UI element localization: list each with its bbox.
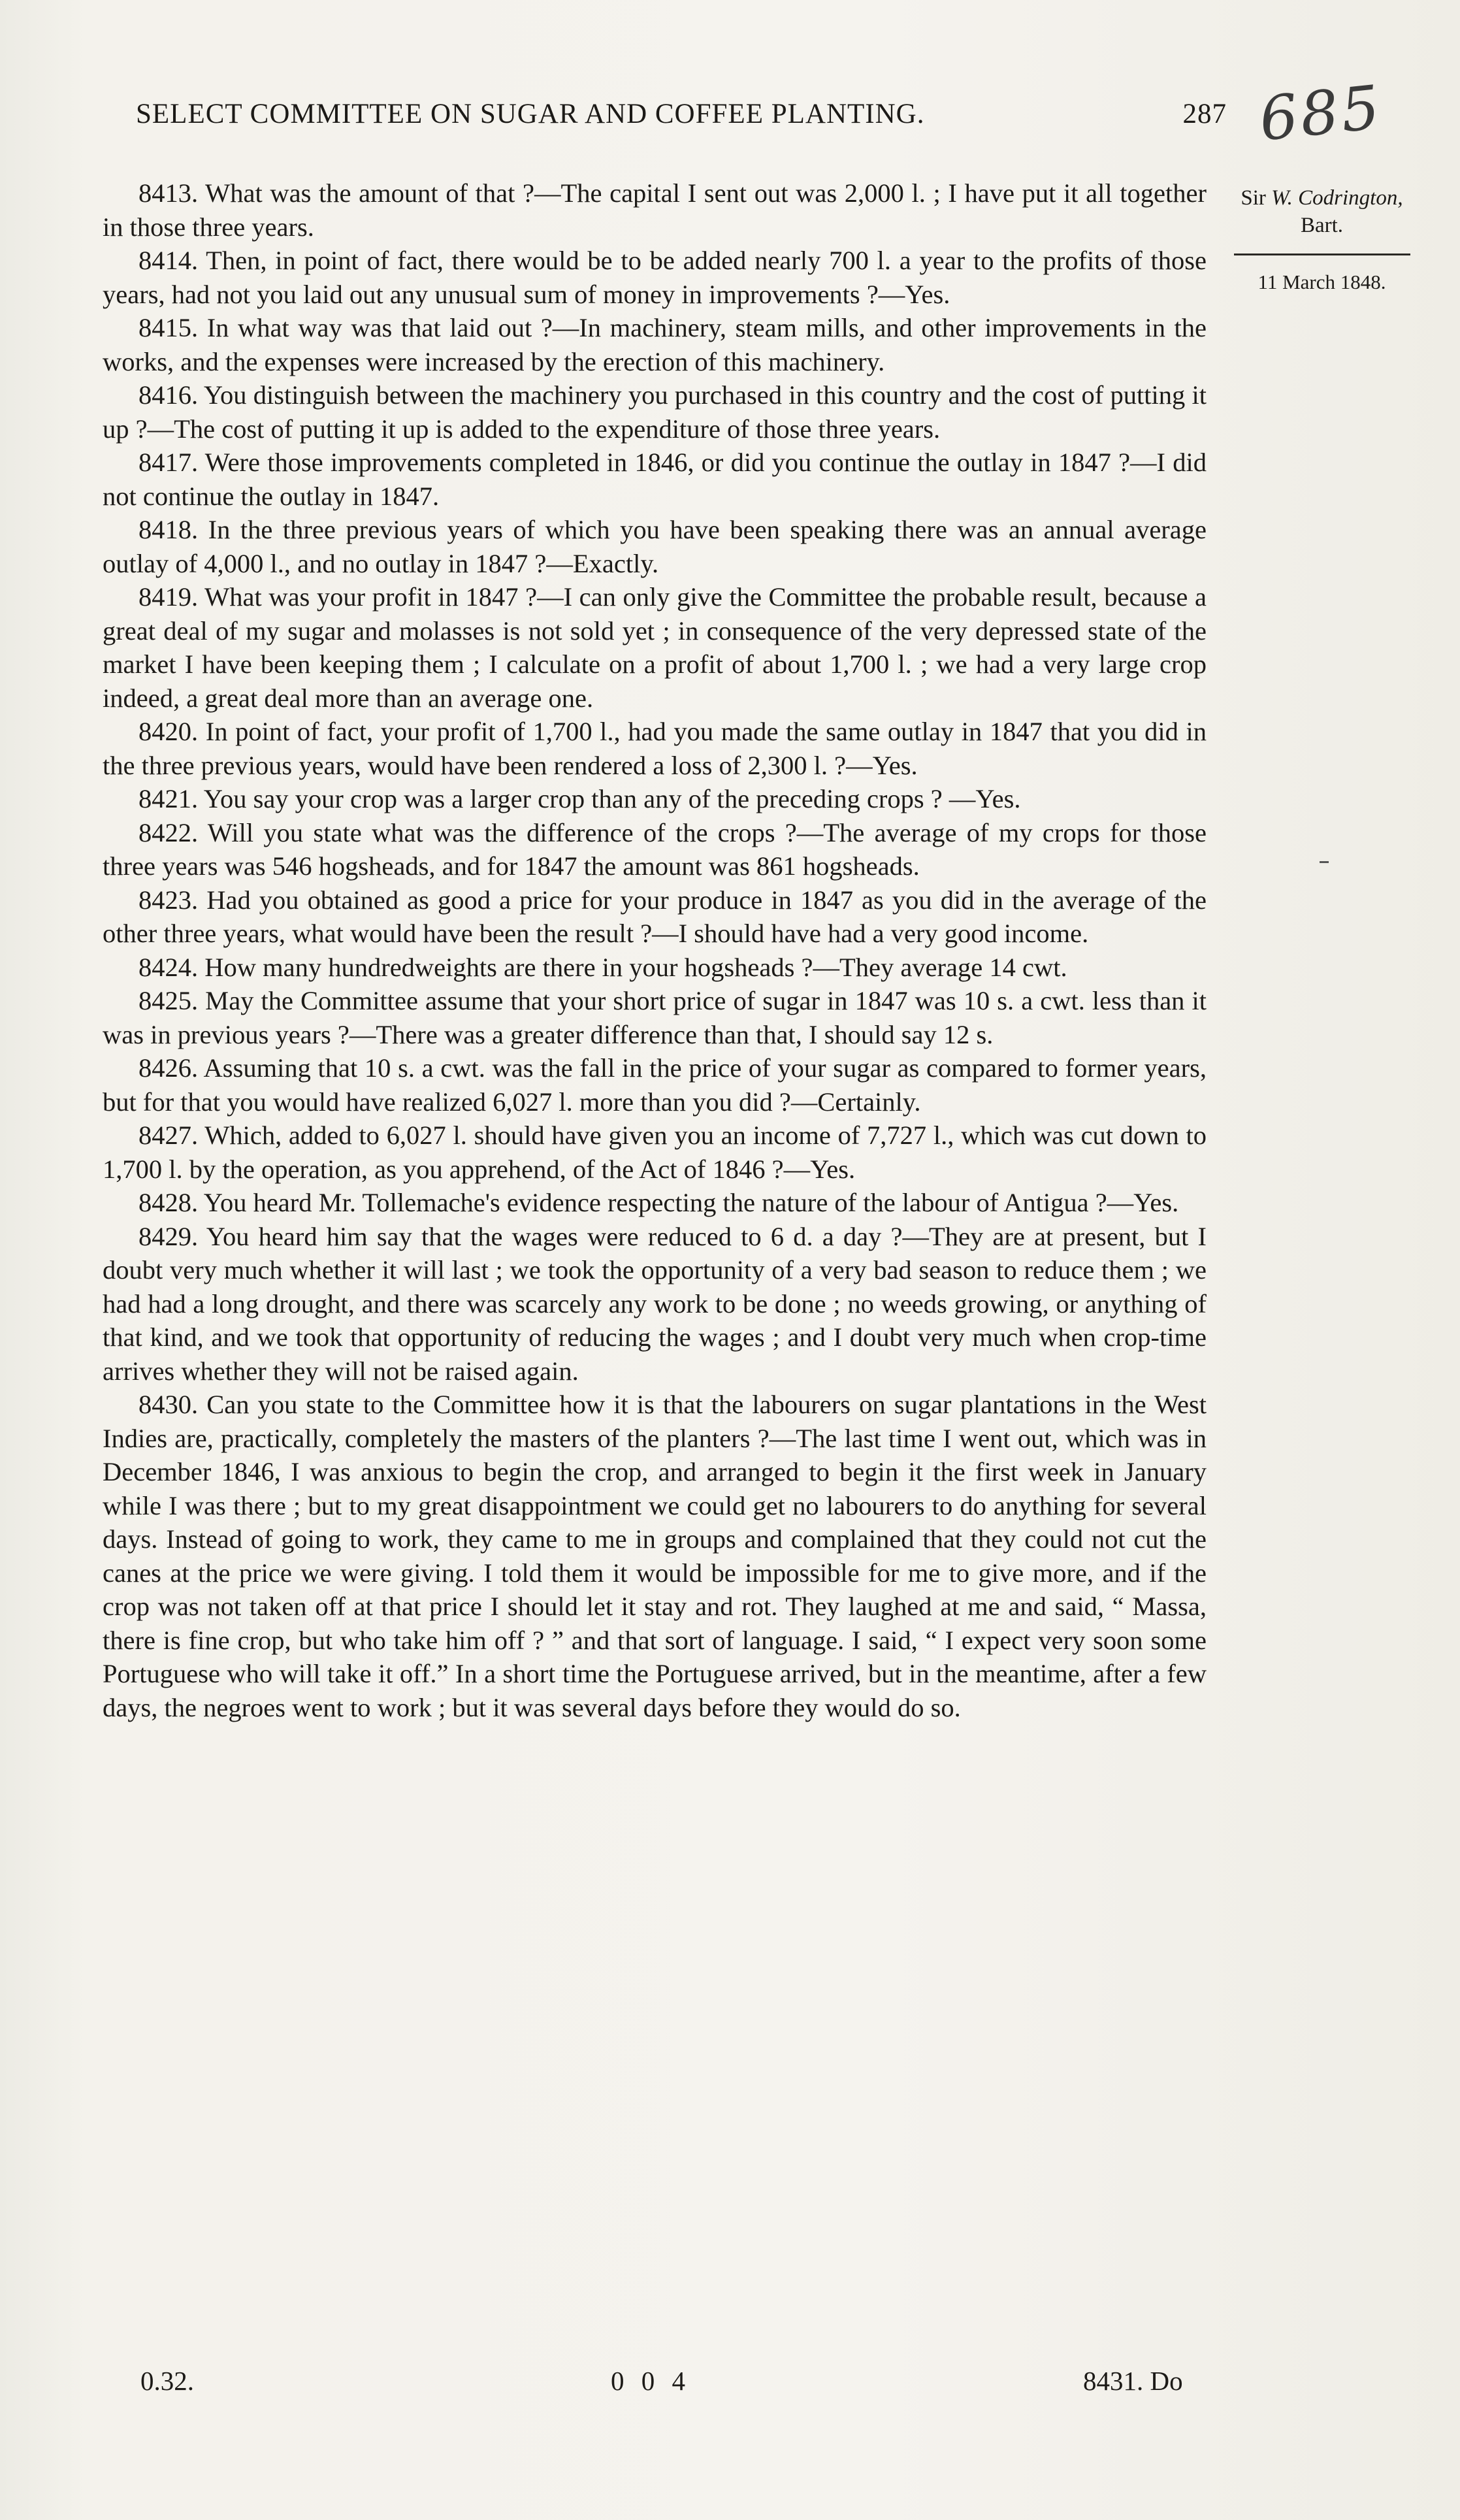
testimony-paragraph: 8426. Assuming that 10 s. a cwt. was the fall in the price of your sugar as compared to former years, but for that you would have realized 6,027 l. more than you did ?—Certainly. <box>103 1053 1207 1117</box>
page-title: SELECT COMMITTEE ON SUGAR AND COFFEE PLANTING. <box>136 99 925 129</box>
testimony-paragraph: 8419. What was your profit in 1847 ?—I can only give the Committee the probable result, because a great deal of my sugar and molasses is not sold yet ; in consequence of the very depressed state of the market I have been keeping them ; I calculate on a profit of about 1,700 l. ; we had a very large crop indeed, a great deal more than an average one. <box>103 582 1207 713</box>
page-number: 287 <box>1182 99 1227 129</box>
testimony-paragraph: 8422. Will you state what was the difference of the crops ?—The average of my crops for those three years was 546 hogsheads, and for 1847 the amount was 861 hogsheads. <box>103 817 1207 881</box>
testimony-paragraph: 8417. Were those improvements completed in 1846, or did you continue the outlay in 1847 ?—I did not continue the outlay in 1847. <box>103 448 1207 511</box>
witness-date: 11 March 1848. <box>1257 270 1386 293</box>
testimony-paragraph: 8423. Had you obtained as good a price for your produce in 1847 as you did in the average of the other three years, what would have been the result ?—I should have had a very good income. <box>103 885 1207 948</box>
testimony-paragraph: 8430. Can you state to the Committee how it is that the labourers on sugar plantations in the West Indies are, practically, completely the masters of the planters ?—The last time I went out, which was in December 1846, I was anxious to begin the crop, and arranged to begin it the first week in January while I was there ; but to my great disappointment we could get no labourers to do anything for several days. Instead of going to work, they came to me in groups and complained that they could not cut the canes at the price we were giving. I told them it would be impossible for me to give more, and if the crop was not taken off at that price I should let it stay and rot. They laughed at me and said, “ Massa, there is fine crop, but who take him off ? ” and that sort of language. I said, “ I expect very soon some Portuguese who will take it off.” In a short time the Portuguese arrived, but in the meantime, after a few days, the negroes went to work ; but it was several days before they would do so. <box>103 1390 1207 1722</box>
footer-catchword: 8431. Do <box>1083 2366 1183 2396</box>
testimony-paragraph: 8424. How many hundredweights are there in your hogsheads ?—They average 14 cwt. <box>138 952 1067 982</box>
footer-signature: 0.32. <box>140 2366 194 2396</box>
margin-note <box>1212 184 1431 296</box>
testimony-paragraph: 8427. Which, added to 6,027 l. should have given you an income of 7,727 l., which was cut down to 1,700 l. by the operation, as you apprehend, of the Act of 1846 ?—Yes. <box>103 1121 1207 1184</box>
testimony-paragraph: 8428. You heard Mr. Tollemache's evidence respecting the nature of the labour of Antigua ?—Yes. <box>138 1188 1179 1217</box>
testimony-paragraph: 8418. In the three previous years of which you have been speaking there was an annual average outlay of 4,000 l., and no outlay in 1847 ?—Exactly. <box>103 515 1207 578</box>
witness-name-italic: W. Codrington, <box>1271 186 1403 210</box>
testimony-paragraph: 8415. In what way was that laid out ?—In machinery, steam mills, and other improvements in the works, and the expenses were increased by the erection of this machinery. <box>103 313 1207 376</box>
print-speck <box>1320 861 1329 863</box>
footer-sheet-number: 0 0 4 <box>611 2366 690 2396</box>
handwritten-folio-number: 685 <box>1256 72 1386 155</box>
testimony-paragraph: 8429. You heard him say that the wages were reduced to 6 d. a day ?—They are at present, but I doubt very much whether it will last ; we took the opportunity of a very bad season to reduce them ; we had had a long drought, and there was scarcely any work to be done ; no weeds growing, or anything of that kind, and we took that opportunity of reducing the wages ; and I doubt very much when crop-time arrives whether they will not be raised again. <box>103 1221 1207 1386</box>
testimony-paragraph: 8425. May the Committee assume that your short price of sugar in 1847 was 10 s. a cwt. less than it was in previous years ?—There was a greater difference than that, I should say 12 s. <box>103 986 1207 1049</box>
testimony-paragraph: 8414. Then, in point of fact, there would be to be added nearly 700 l. a year to the profits of those years, had not you laid out any unusual sum of money in improvements ?—Yes. <box>103 246 1207 309</box>
testimony-body <box>103 176 1207 1724</box>
testimony-paragraph: 8421. You say your crop was a larger crop than any of the preceding crops ? —Yes. <box>138 784 1021 813</box>
witness-name-prefix: Sir <box>1241 186 1272 210</box>
witness-title: Bart. <box>1300 214 1344 237</box>
testimony-paragraph: 8416. You distinguish between the machinery you purchased in this country and the cost of putting it up ?—The cost of putting it up is added to the expenditure of those three years. <box>103 380 1207 444</box>
margin-divider <box>1234 254 1410 255</box>
testimony-paragraph: 8420. In point of fact, your profit of 1,700 l., had you made the same outlay in 1847 that you did in the three previous years, would have been rendered a loss of 2,300 l. ?—Yes. <box>103 717 1207 780</box>
page-header <box>136 98 1227 130</box>
witness-name <box>1212 184 1431 212</box>
testimony-paragraph: 8413. What was the amount of that ?—The capital I sent out was 2,000 l. ; I have put it all together in those three years. <box>103 178 1207 242</box>
